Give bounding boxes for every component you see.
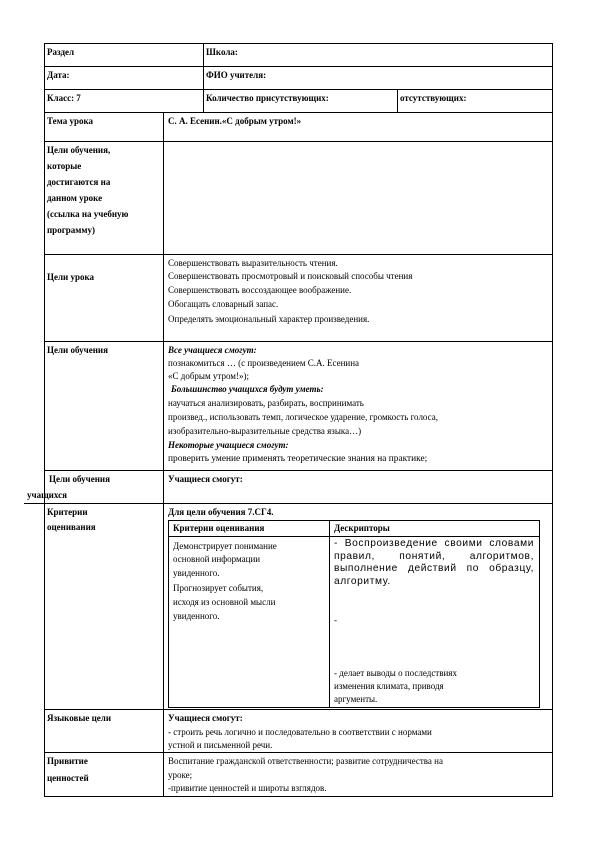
criteria-goal-ref: Для цели обучения 7.СГ4. <box>168 507 274 517</box>
criteria-item: Прогнозирует события, <box>173 583 264 593</box>
all-students-line: познакомиться … (с произведением С.А. Есенина <box>168 358 360 368</box>
date-label: Дата: <box>47 70 70 80</box>
some-students-line: проверить умение применять теоретические знания на практике; <box>168 454 428 464</box>
descriptor-main: - Воспроизведение своими словами правил, понятий, алгоритмов, выполнение действий по образцу, алгоритму. <box>334 538 534 587</box>
nested-table-line <box>168 536 540 537</box>
program-goals-label-6: программу) <box>47 225 96 235</box>
values-line: Воспитание гражданской ответственности; развитие сотрудничества на <box>168 756 443 766</box>
student-goals-label: Цели обучения <box>49 474 110 484</box>
school-label: Школа: <box>206 47 238 57</box>
criteria-item: увиденного. <box>173 568 220 578</box>
teacher-label: ФИО учителя: <box>206 70 267 80</box>
lesson-goal-item: Определять эмоциональный характер произведения. <box>168 314 370 324</box>
criteria-item: основной информации <box>173 554 261 564</box>
program-goals-label-3: достигаются на <box>47 177 111 187</box>
descriptor-conclusion: аргументы. <box>334 694 378 704</box>
row-line <box>44 66 553 67</box>
col-line <box>163 112 164 797</box>
absent-label: отсутствующих: <box>400 93 467 103</box>
table-border-left <box>44 43 45 797</box>
nested-table-line <box>168 520 540 521</box>
row-line <box>44 752 553 753</box>
lesson-goal-item: Обогащать словарный запас. <box>168 299 279 309</box>
some-students-heading: Некоторые учащиеся смогут: <box>168 440 289 450</box>
row-line <box>44 43 553 44</box>
row-line <box>24 503 44 504</box>
row-line <box>44 709 553 710</box>
lesson-goal-item: Совершенствовать просмотровый и поисковый способы чтения <box>168 271 413 281</box>
all-students-heading: Все учащиеся смогут: <box>168 345 257 355</box>
values-label-1: Привитие <box>47 756 88 766</box>
row-line <box>44 341 553 342</box>
row-line <box>44 141 553 142</box>
language-goals-heading: Учащиеся смогут: <box>168 713 243 723</box>
row-line <box>44 503 553 504</box>
table-border-right <box>552 43 553 797</box>
nested-table-line <box>168 520 169 708</box>
col-line <box>203 43 204 112</box>
program-goals-label-5: (ссылка на учебную <box>47 209 129 219</box>
criteria-item: увиденного. <box>173 611 220 621</box>
row-line <box>44 470 553 471</box>
row-line <box>44 112 553 113</box>
language-goals-line: устной и письменной речи. <box>168 740 273 750</box>
lesson-goals-label: Цели урока <box>47 272 95 282</box>
values-label-2: ценностей <box>47 773 89 783</box>
most-students-line: научаться анализировать, разбирать, воспринимать <box>168 398 364 408</box>
present-label: Количество присутствующих: <box>206 93 329 103</box>
language-goals-label: Языковые цели <box>47 713 112 723</box>
col-line <box>397 89 398 112</box>
student-goals-value: Учащиеся смогут: <box>168 474 243 484</box>
student-goals-label-2: учащихся <box>27 490 67 500</box>
criteria-item: исходя из основной мысли <box>173 597 276 607</box>
criteria-col-header: Критерии оценивания <box>173 523 265 533</box>
descriptor-dash: - <box>334 615 337 625</box>
descriptor-conclusion: изменения климата, приводя <box>334 681 444 691</box>
razdel-label: Раздел <box>47 47 75 57</box>
values-line: уроке; <box>168 770 193 780</box>
topic-label: Тема урока <box>47 116 94 126</box>
learning-goals-label: Цели обучения <box>47 345 108 355</box>
most-students-line: произвед., использовать темп, логическое ударение, громкость голоса, <box>168 412 439 422</box>
nested-table-line <box>539 520 540 708</box>
descriptors-col-header: Дескрипторы <box>334 523 390 533</box>
lesson-goal-item: Совершенствовать воссоздающее воображение. <box>168 285 352 295</box>
most-students-line: изобразительно-выразительные средства языка…) <box>168 426 362 436</box>
nested-table-line <box>168 707 540 708</box>
program-goals-label-1: Цели обучения, <box>47 145 111 155</box>
lesson-goal-item: Совершенствовать выразительность чтения. <box>168 258 338 268</box>
criteria-label-1: Критерии <box>47 507 88 517</box>
language-goals-line: - строить речь логично и последовательно в соответствии с нормами <box>168 727 432 737</box>
most-students-heading: Большинство учащихся будут уметь: <box>171 384 324 394</box>
descriptor-conclusion: - делает выводы о последствиях <box>334 668 457 678</box>
nested-table-line <box>329 520 330 708</box>
program-goals-label-2: которые <box>47 161 82 171</box>
criteria-item: Демонстрирует понимание <box>173 541 277 551</box>
row-line <box>44 254 553 255</box>
class-label: Класс: 7 <box>47 93 81 103</box>
criteria-label-2: оценивания <box>47 522 96 532</box>
program-goals-label-4: данном уроке <box>47 193 103 203</box>
values-line: -привитие ценностей и широты взглядов. <box>168 783 327 793</box>
all-students-line: «С добрым утром!»); <box>168 371 249 381</box>
topic-value: С. А. Есенин.«С добрым утром!» <box>168 116 302 126</box>
row-line <box>44 89 553 90</box>
row-line <box>44 796 553 797</box>
